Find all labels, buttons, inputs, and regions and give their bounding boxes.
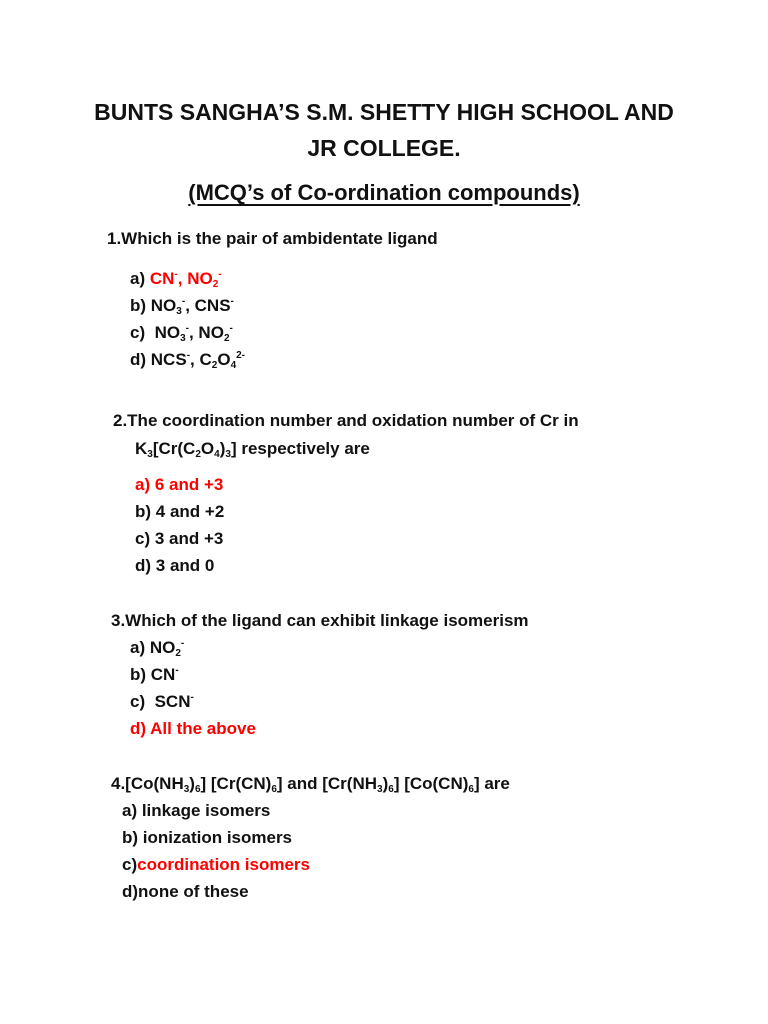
q2-option-b: b) 4 and +2	[135, 502, 225, 521]
q4-option-d: d)none of these	[122, 882, 249, 901]
school-name-line-2: JR COLLEGE.	[307, 135, 461, 161]
question-4: $4.[Co(NH_3)_6]$ $[Cr(CN)_6]$ and $[Cr(NH_3)_6]$ $[Co(CN)_6]$ are	[111, 774, 510, 795]
document-subtitle: (MCQ’s of Co-ordination compounds)	[188, 180, 580, 205]
q2-option-d: d) 3 and 0	[135, 556, 215, 575]
question-1: 1.Which is the pair of ambidentate ligand	[107, 229, 438, 248]
q4-option-c: c)coordination isomers	[122, 855, 310, 874]
q3-option-b: b) CN-	[130, 665, 179, 684]
q3-option-d: d) All the above	[130, 719, 256, 738]
q2-option-c: c) 3 and +3	[135, 529, 224, 548]
q4-option-c-answer: coordination isomers	[137, 855, 310, 874]
question-3: 3.Which of the ligand can exhibit linkage isomerism	[111, 611, 529, 630]
school-name-line-1: BUNTS SANGHA’S S.M. SHETTY HIGH SCHOOL AND	[94, 99, 674, 125]
q1-option-b: b) $NO_3^-$, CNS-	[130, 296, 234, 317]
q1-option-d: d) NCS-, $C_2O_4^{2-}$	[130, 350, 246, 371]
q1-option-c: c) $NO_3^-$, $NO_2^-$	[130, 323, 233, 344]
q4-option-a: a) linkage isomers	[122, 801, 271, 820]
q2-option-a: a) 6 and +3	[135, 475, 224, 494]
question-2-formula: $K_3[Cr(C_2O_4)_3]$ respectively are	[135, 439, 370, 460]
q3-option-c: c) SCN-	[130, 692, 194, 711]
school-name	[0, 94, 768, 166]
q1-option-a: a) CN-, $NO_2^-$	[130, 269, 222, 290]
q1-option-a-answer: CN-, $NO_2^-$	[149, 269, 222, 290]
question-2: 2.The coordination number and oxidation number of Cr in	[113, 411, 579, 430]
q4-option-b: b) ionization isomers	[122, 828, 293, 847]
q3-option-a: a) $NO_2^-$	[130, 638, 185, 659]
